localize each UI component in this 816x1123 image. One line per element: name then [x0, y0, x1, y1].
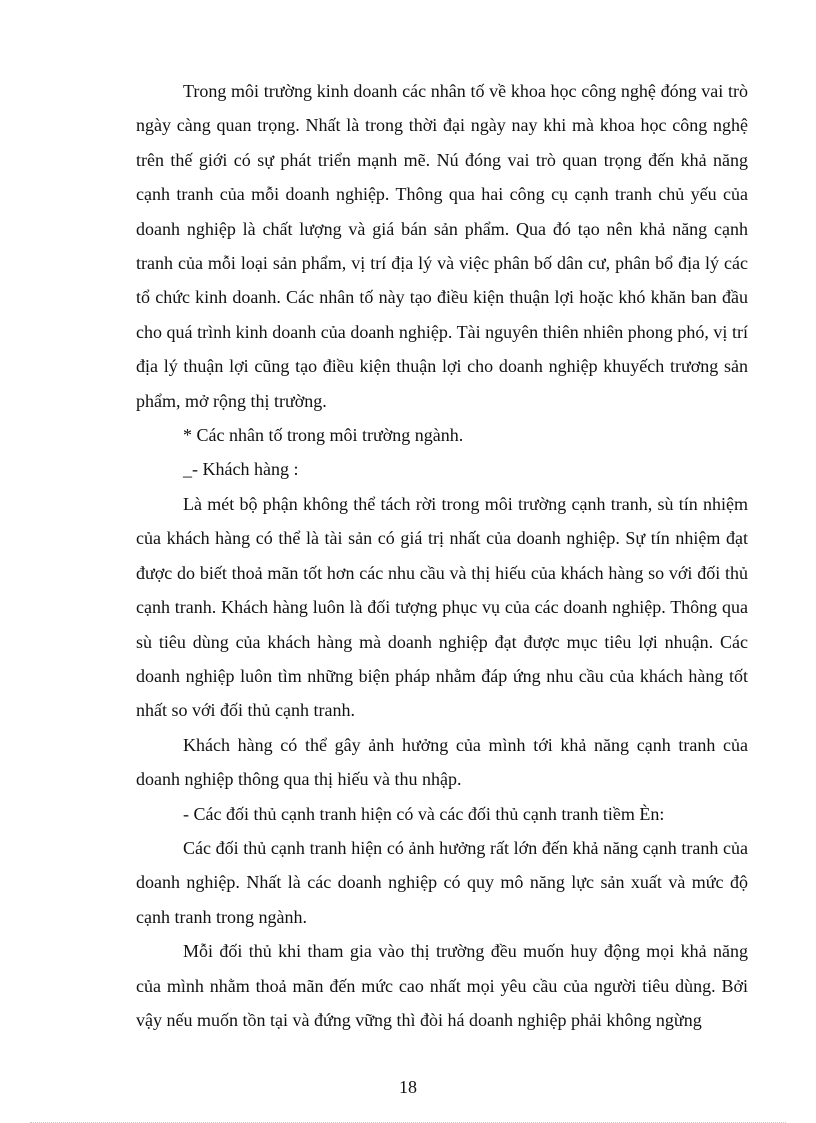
paragraph-market-entry: Mỗi đối thủ khi tham gia vào thị trường đều muốn huy động mọi khả năng của mình nhằm thoả mãn đến mức cao nhất mọi yêu cầu của người tiêu dùng. Bởi vậy nếu muốn tồn tại và đứng vững thì đòi há doanh nghiệp phải không ngừng: [136, 941, 748, 1030]
subheading-competitors: - Các đối thủ cạnh tranh hiện có và các đối thủ cạnh tranh tiềm Èn:: [183, 803, 665, 824]
body-text: [136, 74, 748, 1037]
paragraph-technology: Trong môi trường kinh doanh các nhân tố về khoa học công nghệ đóng vai trò ngày càng quan trọng. Nhất là trong thời đại ngày nay khi mà khoa học công nghệ trên thế giới có sự phát triển mạnh mẽ. Nú đóng vai trò quan trọng đến khả năng cạnh tranh của mỗi doanh nghiệp. Thông qua hai công cụ cạnh tranh chủ yếu của doanh nghiệp là chất lượng và giá bán sản phẩm. Qua đó tạo nên khả năng cạnh tranh của mỗi loại sản phẩm, vị trí địa lý và việc phân bố dân cư, phân bổ địa lý các tổ chức kinh doanh. Các nhân tố này tạo điều kiện thuận lợi hoặc khó khăn ban đầu cho quá trình kinh doanh của doanh nghiệp. Tài nguyên thiên nhiên phong phó, vị trí địa lý thuận lợi cũng tạo điều kiện thuận lợi cho doanh nghiệp khuyếch trương sản phẩm, mở rộng thị trường.: [136, 81, 748, 411]
paragraph-customer-influence: Khách hàng có thể gây ảnh hưởng của mình tới khả năng cạnh tranh của doanh nghiệp thông qua thị hiếu và thu nhập.: [136, 734, 748, 790]
paragraph-customers: Là mét bộ phận không thể tách rời trong môi trường cạnh tranh, sù tín nhiệm của khách hàng có thể là tài sản có giá trị nhất của doanh nghiệp. Sự tín nhiệm đạt được do biết thoả mãn tốt hơn các nhu cầu và thị hiếu của khách hàng so với đối thủ cạnh tranh. Khách hàng luôn là đối tượng phục vụ của các doanh nghiệp. Thông qua sù tiêu dùng của khách hàng mà doanh nghiệp đạt được mục tiêu lợi nhuận. Các doanh nghiệp luôn tìm những biện pháp nhằm đáp ứng nhu cầu của khách hàng tốt nhất so với đối thủ cạnh tranh.: [136, 493, 748, 721]
subheading-customers: _- Khách hàng :: [183, 459, 299, 480]
section-heading-industry-factors: * Các nhân tố trong môi trường ngành.: [183, 425, 464, 446]
paragraph-competitors: Các đối thủ cạnh tranh hiện có ảnh hưởng rất lớn đến khả năng cạnh tranh của doanh nghiệp. Nhất là các doanh nghiệp có quy mô năng lực sản xuất và mức độ cạnh tranh trong ngành.: [136, 837, 748, 927]
page-number: 18: [399, 1077, 417, 1097]
